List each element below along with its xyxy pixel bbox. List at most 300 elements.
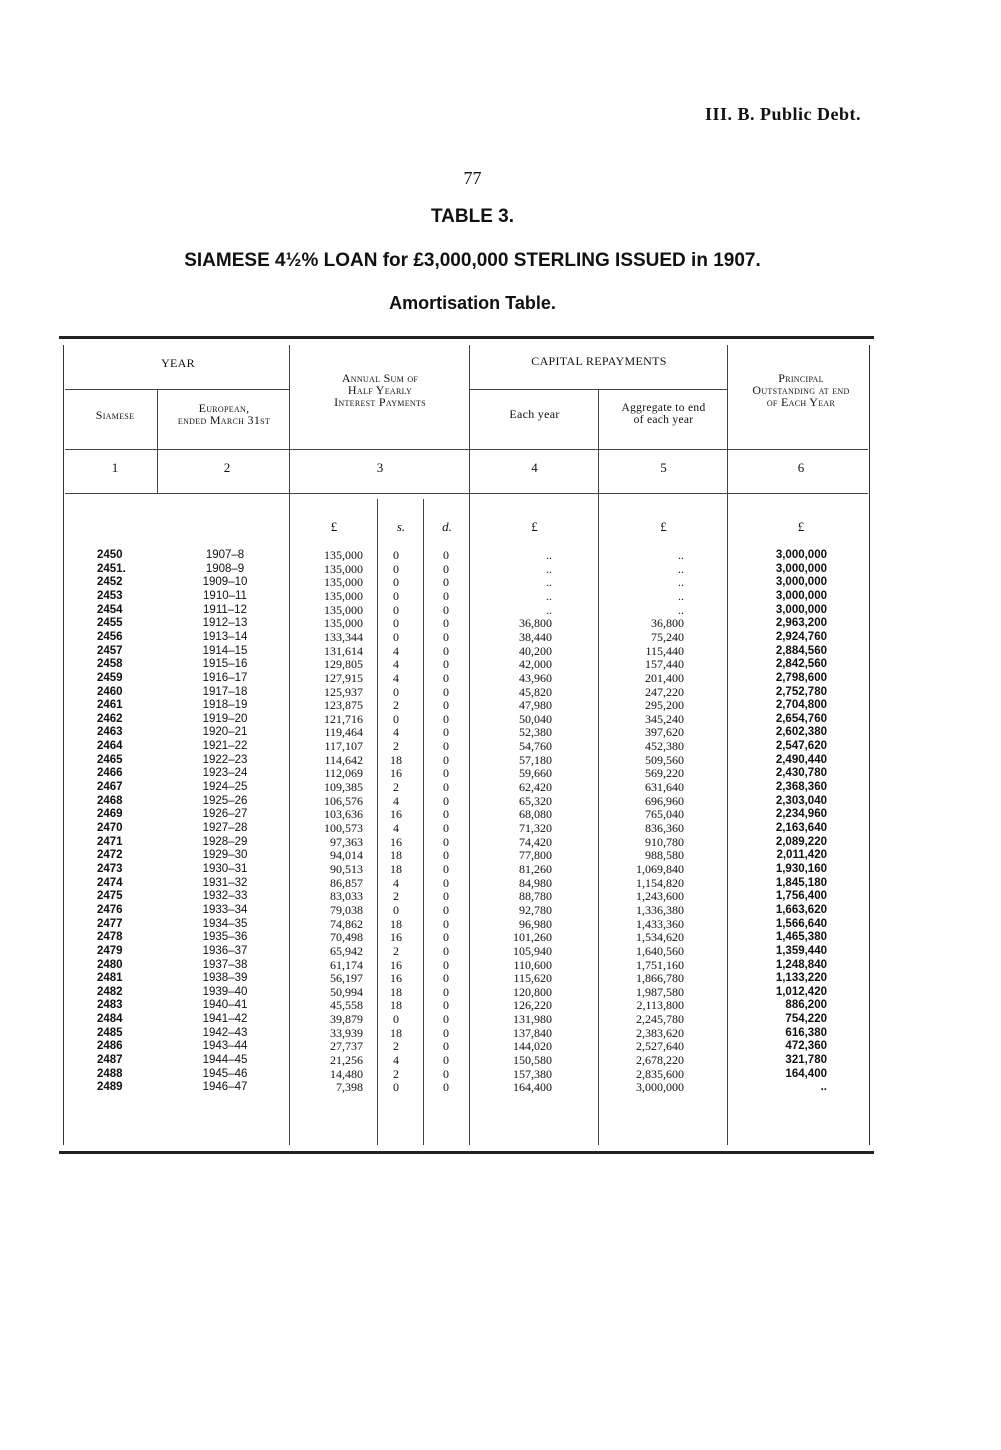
interest-pounds-cell: 90,513	[330, 861, 363, 876]
principal-outstanding-cell: 1,663,620	[775, 903, 827, 916]
interest-pounds-cell: 33,939	[330, 1025, 363, 1040]
european-year-cell: 1915–16	[202, 658, 248, 671]
principal-outstanding-cell: 2,884,560	[775, 644, 827, 657]
repayment-aggregate-cell: ..	[678, 602, 684, 617]
siamese-year-cell: 2484	[97, 1013, 123, 1026]
repayment-aggregate-cell: 1,534,620	[636, 930, 684, 945]
interest-pounds-cell: 106,576	[324, 793, 363, 808]
interest-pounds-cell: 125,937	[324, 684, 363, 699]
interest-pence-cell: 0	[443, 739, 449, 754]
repayment-each-year-cell: ..	[546, 548, 552, 562]
repayment-each-year-cell: 59,660	[519, 766, 552, 781]
principal-outstanding-cell: 2,547,620	[775, 740, 827, 753]
interest-shillings-cell: 2	[393, 1039, 399, 1054]
repayment-each-year-cell: 52,380	[519, 725, 552, 740]
aggregate-header: Aggregate to end of each year	[621, 402, 706, 426]
principal-outstanding-cell: 1,566,640	[775, 917, 827, 930]
interest-pounds-cell: 114,642	[324, 752, 363, 767]
repayment-each-year-cell: ..	[546, 575, 552, 590]
siamese-year-cell: 2482	[97, 985, 123, 998]
european-year-cell: 1909–10	[202, 576, 248, 589]
interest-shillings-cell: 0	[393, 1080, 399, 1095]
principal-outstanding-cell: 754,220	[785, 1013, 827, 1026]
repayment-aggregate-cell: 295,200	[645, 698, 684, 713]
interest-pounds-cell: 135,000	[324, 588, 363, 603]
repayment-aggregate-cell: 36,800	[651, 616, 684, 631]
repayment-aggregate-cell: 2,527,640	[636, 1039, 684, 1054]
interest-shillings-cell: 0	[393, 602, 399, 617]
principal-outstanding-cell: 2,602,380	[775, 726, 827, 739]
repayment-each-year-cell: 96,980	[519, 916, 552, 931]
interest-pounds-cell: 135,000	[324, 575, 363, 590]
repayment-each-year-cell: 43,960	[519, 670, 552, 685]
interest-pence-cell: 0	[443, 616, 449, 631]
interest-shillings-cell: 0	[393, 1012, 399, 1027]
european-year-cell: 1937–38	[202, 958, 248, 971]
interest-pounds-cell: 100,573	[324, 821, 363, 835]
european-year-cell: 1920–21	[202, 726, 248, 739]
european-year-cell: 1946–47	[202, 1081, 248, 1094]
repayment-each-year-cell: 65,320	[519, 793, 552, 808]
interest-shillings-cell: 0	[393, 588, 399, 603]
rule-header-bottom	[65, 449, 868, 450]
interest-pounds-cell: 123,875	[324, 698, 363, 713]
principal-header: Principal Outstanding at end of Each Year	[752, 371, 850, 409]
interest-pence-cell: 0	[443, 807, 449, 822]
interest-pounds-cell: 119,464	[324, 725, 363, 740]
principal-outstanding-cell: 2,963,200	[775, 617, 827, 630]
repayment-aggregate-cell: ..	[678, 575, 684, 590]
repayment-each-year-cell: 38,440	[519, 629, 552, 644]
european-year-cell: 1940–41	[202, 999, 248, 1012]
interest-pounds-cell: 65,942	[330, 943, 363, 958]
siamese-year-cell: 2476	[97, 903, 123, 916]
interest-pence-cell: 0	[443, 657, 449, 672]
european-year-cell: 1923–24	[202, 767, 248, 780]
siamese-year-cell: 2485	[97, 1026, 123, 1039]
interest-pounds-cell: 83,033	[330, 889, 363, 904]
siamese-year-cell: 2463	[97, 726, 123, 739]
european-year-cell: 1929–30	[202, 849, 248, 862]
interest-shillings-cell: 0	[393, 561, 399, 576]
european-year-cell: 1913–14	[202, 630, 248, 643]
interest-pounds-cell: 135,000	[324, 616, 363, 631]
siamese-year-cell: 2464	[97, 740, 123, 753]
repayment-aggregate-cell: 2,245,780	[636, 1012, 684, 1027]
repayment-aggregate-cell: 1,751,160	[636, 957, 684, 972]
principal-outstanding-cell: 2,654,760	[775, 712, 827, 725]
european-year-cell: 1936–37	[202, 944, 248, 957]
interest-pence-cell: 0	[443, 670, 449, 685]
interest-pence-cell: 0	[443, 889, 449, 904]
interest-shillings-cell: 18	[390, 984, 402, 999]
year-group-header: YEAR	[161, 356, 195, 370]
interest-pence-cell: 0	[443, 971, 449, 986]
interest-shillings-cell: 18	[390, 848, 402, 863]
interest-pounds-cell: 86,857	[330, 875, 363, 890]
repayment-aggregate-cell: 988,580	[645, 848, 684, 863]
siamese-year-cell: 2486	[97, 1040, 123, 1053]
siamese-year-cell: 2454	[97, 603, 123, 616]
european-year-cell: 1908–9	[205, 562, 245, 575]
repayment-aggregate-cell: 696,960	[645, 793, 684, 808]
repayment-each-year-cell: 92,780	[519, 902, 552, 917]
interest-pence-cell: 0	[443, 916, 449, 931]
repayment-aggregate-cell: ..	[678, 588, 684, 603]
siamese-year-cell: 2480	[97, 958, 123, 971]
repayment-each-year-cell: 62,420	[519, 780, 552, 795]
interest-pence-cell: 0	[443, 684, 449, 699]
principal-outstanding-cell: 164,400	[785, 1067, 827, 1080]
repayment-aggregate-cell: ..	[678, 561, 684, 576]
interest-pence-cell: 0	[443, 643, 449, 658]
siamese-year-cell: 2489	[97, 1081, 123, 1094]
european-year-cell: 1945–46	[202, 1067, 248, 1080]
repayment-aggregate-cell: 201,400	[645, 670, 684, 685]
repayment-aggregate-cell: 2,383,620	[636, 1025, 684, 1040]
siamese-year-cell: 2452	[97, 576, 123, 589]
each-year-header: Each year	[509, 407, 560, 421]
siamese-year-cell: 2450	[97, 549, 123, 561]
european-year-cell: 1927–28	[202, 822, 248, 834]
repayment-aggregate-cell: 3,000,000	[636, 1080, 684, 1095]
interest-pence-cell: 0	[443, 1025, 449, 1040]
repayment-each-year-cell: 36,800	[519, 616, 552, 631]
principal-outstanding-cell: 2,842,560	[775, 658, 827, 671]
repayment-aggregate-cell: 1,243,600	[636, 889, 684, 904]
repayment-each-year-cell: 88,780	[519, 889, 552, 904]
interest-shillings-cell: 2	[393, 889, 399, 904]
repayment-each-year-cell: 101,260	[513, 930, 552, 945]
repayment-aggregate-cell: 1,336,380	[636, 902, 684, 917]
european-year-cell: 1928–29	[202, 835, 248, 848]
siamese-year-cell: 2458	[97, 658, 123, 671]
interest-shillings-cell: 2	[393, 780, 399, 795]
interest-shillings-cell: 0	[393, 616, 399, 631]
european-year-cell: 1919–20	[202, 712, 248, 725]
interest-shillings-cell: 16	[390, 834, 402, 849]
repayment-each-year-cell: 120,800	[513, 984, 552, 999]
interest-shillings-cell: 4	[393, 821, 399, 835]
siamese-year-cell: 2479	[97, 944, 123, 957]
siamese-year-cell: 2469	[97, 808, 123, 821]
interest-pence-cell: 0	[443, 575, 449, 590]
rule-pounds-shillings	[377, 499, 378, 1145]
interest-shillings-cell: 4	[393, 670, 399, 685]
european-year-cell: 1939–40	[202, 985, 248, 998]
interest-pounds-cell: 135,000	[324, 602, 363, 617]
rule-year-group	[65, 389, 289, 390]
interest-pounds-cell: 129,805	[324, 657, 363, 672]
repayment-aggregate-cell: ..	[678, 548, 684, 562]
european-year-cell: 1922–23	[202, 753, 248, 766]
siamese-header: Siamese	[95, 408, 135, 422]
siamese-year-cell: 2474	[97, 876, 123, 889]
rule-each-aggregate	[598, 389, 599, 1145]
interest-pounds-cell: 127,915	[324, 670, 363, 685]
principal-outstanding-cell: 2,303,040	[775, 794, 827, 807]
repayment-aggregate-cell: 836,360	[645, 821, 684, 835]
repayment-each-year-cell: 71,320	[519, 821, 552, 835]
interest-pounds-cell: 121,716	[324, 711, 363, 726]
interest-shillings-cell: 16	[390, 957, 402, 972]
interest-pounds-cell: 27,737	[330, 1039, 363, 1054]
principal-outstanding-cell: 3,000,000	[775, 562, 827, 575]
interest-pounds-cell: 39,879	[330, 1012, 363, 1027]
interest-pence-cell: 0	[443, 752, 449, 767]
repayment-each-year-cell: ..	[546, 588, 552, 603]
interest-pounds-cell: 109,385	[324, 780, 363, 795]
repayment-aggregate-cell: 1,640,560	[636, 943, 684, 958]
principal-outstanding-cell: 2,234,960	[775, 808, 827, 821]
interest-shillings-cell: 16	[390, 971, 402, 986]
repayment-each-year-cell: 131,980	[513, 1012, 552, 1027]
siamese-year-cell: 2473	[97, 862, 123, 875]
siamese-year-cell: 2453	[97, 589, 123, 602]
repayment-aggregate-cell: 2,113,800	[636, 998, 684, 1013]
repayment-each-year-cell: 57,180	[519, 752, 552, 767]
principal-outstanding-cell: 1,845,180	[775, 876, 827, 889]
repayment-aggregate-cell: 452,380	[645, 739, 684, 754]
unit-pence: d.	[442, 519, 452, 534]
interest-pence-cell: 0	[443, 780, 449, 795]
interest-pounds-cell: 70,498	[330, 930, 363, 945]
interest-pounds-cell: 117,107	[324, 739, 363, 754]
repayment-aggregate-cell: 569,220	[645, 766, 684, 781]
european-year-cell: 1935–36	[202, 931, 248, 944]
repayment-aggregate-cell: 345,240	[645, 711, 684, 726]
principal-outstanding-cell: 1,465,380	[775, 931, 827, 944]
interest-pence-cell: 0	[443, 793, 449, 808]
principal-outstanding-cell: 2,089,220	[775, 835, 827, 848]
interest-shillings-cell: 16	[390, 930, 402, 945]
repayment-each-year-cell: 150,580	[513, 1053, 552, 1068]
european-year-cell: 1917–18	[202, 685, 248, 698]
interest-pence-cell: 0	[443, 821, 449, 835]
repayment-aggregate-cell: 75,240	[651, 629, 684, 644]
interest-shillings-cell: 4	[393, 1053, 399, 1068]
repayment-each-year-cell: 110,600	[513, 957, 552, 972]
principal-outstanding-cell: ..	[820, 1081, 827, 1094]
siamese-year-cell: 2462	[97, 712, 123, 725]
principal-outstanding-cell: 2,011,420	[776, 849, 827, 862]
repayment-aggregate-cell: 765,040	[645, 807, 684, 822]
interest-pence-cell: 0	[443, 875, 449, 890]
siamese-year-cell: 2487	[97, 1054, 123, 1067]
principal-outstanding-cell: 1,012,420	[775, 985, 827, 998]
column-number-1: 1	[111, 460, 119, 475]
repayment-each-year-cell: 77,800	[519, 848, 552, 863]
repayment-each-year-cell: 68,080	[519, 807, 552, 822]
european-header: European, ended March 31st	[177, 401, 271, 427]
repayment-each-year-cell: 115,620	[513, 971, 552, 986]
european-year-cell: 1924–25	[202, 781, 248, 794]
siamese-year-cell: 2459	[97, 671, 123, 684]
european-year-cell: 1916–17	[202, 671, 248, 684]
interest-shillings-cell: 2	[393, 1066, 399, 1081]
interest-pence-cell: 0	[443, 698, 449, 713]
interest-shillings-cell: 0	[393, 711, 399, 726]
interest-pence-cell: 0	[443, 957, 449, 972]
principal-outstanding-cell: 2,704,800	[775, 699, 827, 712]
siamese-year-cell: 2466	[97, 767, 123, 780]
repayment-each-year-cell: 45,820	[519, 684, 552, 699]
principal-outstanding-cell: 1,359,440	[775, 944, 827, 957]
siamese-year-cell: 2470	[97, 822, 123, 834]
principal-outstanding-cell: 2,752,780	[775, 685, 827, 698]
european-year-cell: 1926–27	[202, 808, 248, 821]
european-year-cell: 1931–32	[202, 876, 248, 889]
repayment-each-year-cell: 54,760	[519, 739, 552, 754]
siamese-year-cell: 2467	[97, 781, 123, 794]
repayment-aggregate-cell: 910,780	[645, 834, 684, 849]
interest-pounds-cell: 14,480	[330, 1066, 363, 1081]
siamese-year-cell: 2468	[97, 794, 123, 807]
rule-shillings-pence	[423, 499, 424, 1145]
column-number-2: 2	[223, 460, 231, 475]
siamese-year-cell: 2481	[97, 972, 123, 985]
principal-outstanding-cell: 472,360	[785, 1040, 827, 1053]
unit-aggregate: £	[660, 519, 667, 534]
interest-pence-cell: 0	[443, 629, 449, 644]
european-year-cell: 1912–13	[202, 617, 248, 630]
repayment-aggregate-cell: 1,433,360	[636, 916, 684, 931]
interest-shillings-cell: 0	[393, 629, 399, 644]
interest-pounds-cell: 135,000	[324, 548, 363, 562]
rule-capital-group	[469, 389, 727, 390]
repayment-aggregate-cell: 157,440	[645, 657, 684, 672]
european-year-cell: 1938–39	[202, 972, 248, 985]
interest-pounds-cell: 79,038	[330, 902, 363, 917]
interest-pounds-cell: 97,363	[330, 834, 363, 849]
interest-shillings-cell: 4	[393, 725, 399, 740]
siamese-year-cell: 2451.	[97, 562, 126, 575]
european-year-cell: 1944–45	[202, 1054, 248, 1067]
interest-pence-cell: 0	[443, 848, 449, 863]
unit-shillings: s.	[396, 519, 406, 534]
column-number-5: 5	[660, 460, 667, 475]
column-number-3: 3	[376, 460, 384, 475]
european-year-cell: 1925–26	[202, 794, 248, 807]
interest-pence-cell: 0	[443, 588, 449, 603]
repayment-each-year-cell: 164,400	[513, 1080, 552, 1095]
interest-pence-cell: 0	[443, 1039, 449, 1054]
european-year-cell: 1911–12	[203, 603, 247, 616]
interest-pounds-cell: 61,174	[330, 957, 363, 972]
repayment-aggregate-cell: 1,866,780	[636, 971, 684, 986]
repayment-aggregate-cell: 115,440	[645, 643, 684, 658]
interest-shillings-cell: 18	[390, 1025, 402, 1040]
interest-pence-cell: 0	[443, 861, 449, 876]
interest-shillings-cell: 16	[390, 766, 402, 781]
european-year-cell: 1943–44	[202, 1040, 248, 1053]
loan-title: SIAMESE 4½% LOAN for £3,000,000 STERLING ISSUED in 1907.	[184, 250, 761, 271]
principal-outstanding-cell: 886,200	[785, 999, 827, 1012]
rule-column-numbers	[65, 493, 868, 494]
siamese-year-cell: 2477	[97, 917, 123, 930]
principal-outstanding-cell: 1,248,840	[775, 958, 827, 971]
siamese-year-cell: 2488	[97, 1067, 123, 1080]
unit-pounds: £	[330, 519, 338, 534]
interest-pounds-cell: 112,069	[324, 766, 363, 781]
principal-outstanding-cell: 2,430,780	[775, 767, 827, 780]
european-year-cell: 1930–31	[202, 862, 248, 875]
repayment-each-year-cell: 50,040	[519, 711, 552, 726]
interest-pounds-cell: 56,197	[330, 971, 363, 986]
european-year-cell: 1933–34	[202, 903, 248, 916]
interest-pounds-cell: 94,014	[330, 848, 363, 863]
interest-pence-cell: 0	[443, 548, 449, 562]
repayment-aggregate-cell: 631,640	[645, 780, 684, 795]
interest-shillings-cell: 18	[390, 861, 402, 876]
repayment-aggregate-cell: 2,678,220	[636, 1053, 684, 1068]
repayment-each-year-cell: 157,380	[513, 1066, 552, 1081]
interest-shillings-cell: 16	[390, 807, 402, 822]
interest-shillings-cell: 0	[393, 902, 399, 917]
principal-outstanding-cell: 1,133,220	[775, 972, 827, 985]
principal-outstanding-cell: 1,930,160	[775, 862, 827, 875]
repayment-aggregate-cell: 1,069,840	[636, 861, 684, 876]
column-number-6: 6	[797, 460, 805, 475]
principal-outstanding-cell: 3,000,000	[775, 603, 827, 616]
interest-shillings-cell: 2	[393, 739, 399, 754]
siamese-year-cell: 2456	[97, 630, 123, 643]
repayment-each-year-cell: 81,260	[519, 861, 552, 876]
table-subtitle: Amortisation Table.	[389, 293, 556, 313]
repayment-aggregate-cell: 1,987,580	[636, 984, 684, 999]
repayment-each-year-cell: 84,980	[519, 875, 552, 890]
interest-shillings-cell: 4	[393, 793, 399, 808]
page-number: 77	[463, 168, 482, 188]
repayment-each-year-cell: 137,840	[513, 1025, 552, 1040]
interest-pounds-cell: 103,636	[324, 807, 363, 822]
interest-shillings-cell: 4	[393, 643, 399, 658]
interest-pence-cell: 0	[443, 711, 449, 726]
repayment-each-year-cell: 47,980	[519, 698, 552, 713]
interest-shillings-cell: 0	[393, 548, 399, 562]
interest-shillings-cell: 18	[390, 916, 402, 931]
interest-pence-cell: 0	[443, 725, 449, 740]
siamese-year-cell: 2478	[97, 931, 123, 944]
siamese-year-cell: 2455	[97, 617, 123, 630]
european-year-cell: 1921–22	[202, 740, 248, 753]
principal-outstanding-cell: 3,000,000	[775, 576, 827, 589]
interest-pence-cell: 0	[443, 1053, 449, 1068]
interest-shillings-cell: 0	[393, 684, 399, 699]
principal-outstanding-cell: 2,163,640	[775, 822, 827, 834]
interest-pounds-cell: 133,344	[324, 629, 363, 644]
column-number-4: 4	[531, 460, 538, 475]
section-heading: III. B. Public Debt.	[704, 104, 861, 124]
interest-pounds-cell: 45,558	[330, 998, 363, 1013]
interest-pence-cell: 0	[443, 1012, 449, 1027]
interest-pounds-cell: 7,398	[336, 1080, 363, 1095]
principal-outstanding-cell: 2,924,760	[775, 630, 827, 643]
interest-pence-cell: 0	[443, 1066, 449, 1081]
interest-pence-cell: 0	[443, 930, 449, 945]
repayment-aggregate-cell: 2,835,600	[636, 1066, 684, 1081]
unit-principal: £	[797, 519, 805, 534]
interest-pence-cell: 0	[443, 602, 449, 617]
siamese-year-cell: 2471	[97, 835, 123, 848]
siamese-year-cell: 2460	[97, 685, 123, 698]
interest-shillings-cell: 18	[390, 998, 402, 1013]
interest-shillings-cell: 18	[390, 752, 402, 767]
repayment-each-year-cell: ..	[546, 561, 552, 576]
interest-pence-cell: 0	[443, 984, 449, 999]
european-year-cell: 1918–19	[202, 699, 248, 712]
interest-pence-cell: 0	[443, 1080, 449, 1095]
